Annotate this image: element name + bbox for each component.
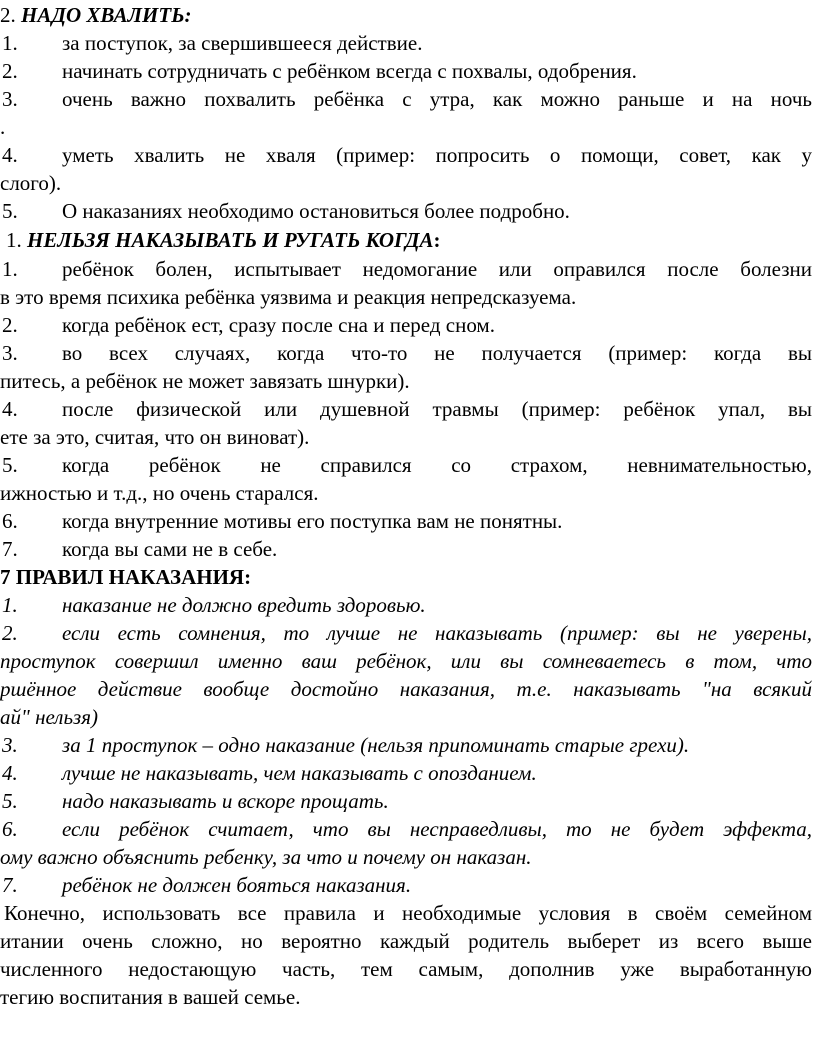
item-text: уметь хвалить не хваля (пример: попросить о помощи, совет, как у [62,143,812,167]
item-text: начинать сотрудничать с ребёнком всегда с похвалы, одобрения. [62,59,637,83]
item-number: 5. [2,453,18,477]
heading-number: 2. [0,3,21,27]
item-continuation: ому важно объяснить ребенку, за что и почему он наказан. [0,845,532,869]
item-continuation: ижностью и т.д., но очень старался. [0,481,319,505]
item-text: когда ребёнок не справился со страхом, невнимательностью, [62,453,812,477]
conclusion-line: итании очень сложно, но вероятно каждый родитель выберет из всего выше [0,929,812,953]
item-number: 4. [2,397,18,421]
item-text: наказание не должно вредить здоровью. [62,593,426,617]
item-text: во всех случаях, когда что-то не получается (пример: когда вы [62,341,812,365]
item-number: 5. [2,789,18,813]
item-text: О наказаниях необходимо остановиться более подробно. [62,199,570,223]
item-text: за 1 проступок – одно наказание (нельзя припоминать старые грехи). [62,733,690,757]
section-heading-no-punish [6,227,440,254]
item-number: 5. [2,199,18,223]
item-number: 2. [2,59,18,83]
heading-text: НЕЛЬЗЯ НАКАЗЫВАТЬ И РУГАТЬ КОГДА [27,228,434,252]
item-number: 4. [2,143,18,167]
item-number: 1. [2,257,18,281]
item-text: очень важно похвалить ребёнка с утра, как можно раньше и на ночь [62,87,812,111]
section-heading-rules: 7 ПРАВИЛ НАКАЗАНИЯ: [0,565,252,589]
item-number: 7. [2,873,18,897]
item-text: надо наказывать и вскоре прощать. [62,789,389,813]
conclusion-line: численного недостающую часть, тем самым, дополнив уже выработанную [0,957,812,981]
item-number: 6. [2,817,18,841]
item-number: 1. [2,31,18,55]
item-text: ребёнок болен, испытывает недомогание или оправился после болезни [62,257,812,281]
item-continuation: в это время психика ребёнка уязвима и реакция непредсказуема. [0,285,577,309]
item-text: лучше не наказывать, чем наказывать с опозданием. [62,761,537,785]
item-number: 3. [2,733,18,757]
item-number: 2. [2,313,18,337]
item-number: 4. [2,761,18,785]
item-text: когда внутренние мотивы его поступка вам не понятны. [62,509,563,533]
item-continuation: проступок совершил именно ваш ребёнок, или вы сомневаетесь в том, что [0,649,812,673]
item-text: ребёнок не должен бояться наказания. [62,873,412,897]
heading-number: 1. [6,228,27,252]
section-heading-praise [0,2,192,29]
item-text: когда вы сами не в себе. [62,537,278,561]
item-continuation: ай" нельзя) [0,705,98,729]
item-text: если есть сомнения, то лучше не наказывать (пример: вы не уверены, [62,621,812,645]
item-text: если ребёнок считает, что вы несправедливы, то не будет эффекта, [62,817,812,841]
conclusion-line: Конечно, использовать все правила и необходимые условия в своём семейном [4,901,812,925]
item-text: когда ребёнок ест, сразу после сна и перед сном. [62,313,495,337]
item-continuation: ршённое действие вообще достойно наказания, т.е. наказывать "на всякий [0,677,812,701]
item-number: 6. [2,509,18,533]
item-continuation: слого). [0,171,62,195]
heading-text: НАДО ХВАЛИТЬ: [21,3,192,27]
item-number: 3. [2,341,18,365]
item-continuation: питесь, а ребёнок не может завязать шнурки). [0,369,410,393]
item-continuation: . [0,115,6,139]
item-continuation: ете за это, считая, что он виноват). [0,425,310,449]
item-number: 1. [2,593,18,617]
heading-colon: : [433,228,441,252]
item-number: 7. [2,537,18,561]
item-text: за поступок, за свершившееся действие. [62,31,423,55]
conclusion-line: тегию воспитания в вашей семье. [0,985,301,1009]
item-text: после физической или душевной травмы (пример: ребёнок упал, вы [62,397,812,421]
item-number: 3. [2,87,18,111]
item-number: 2. [2,621,18,645]
